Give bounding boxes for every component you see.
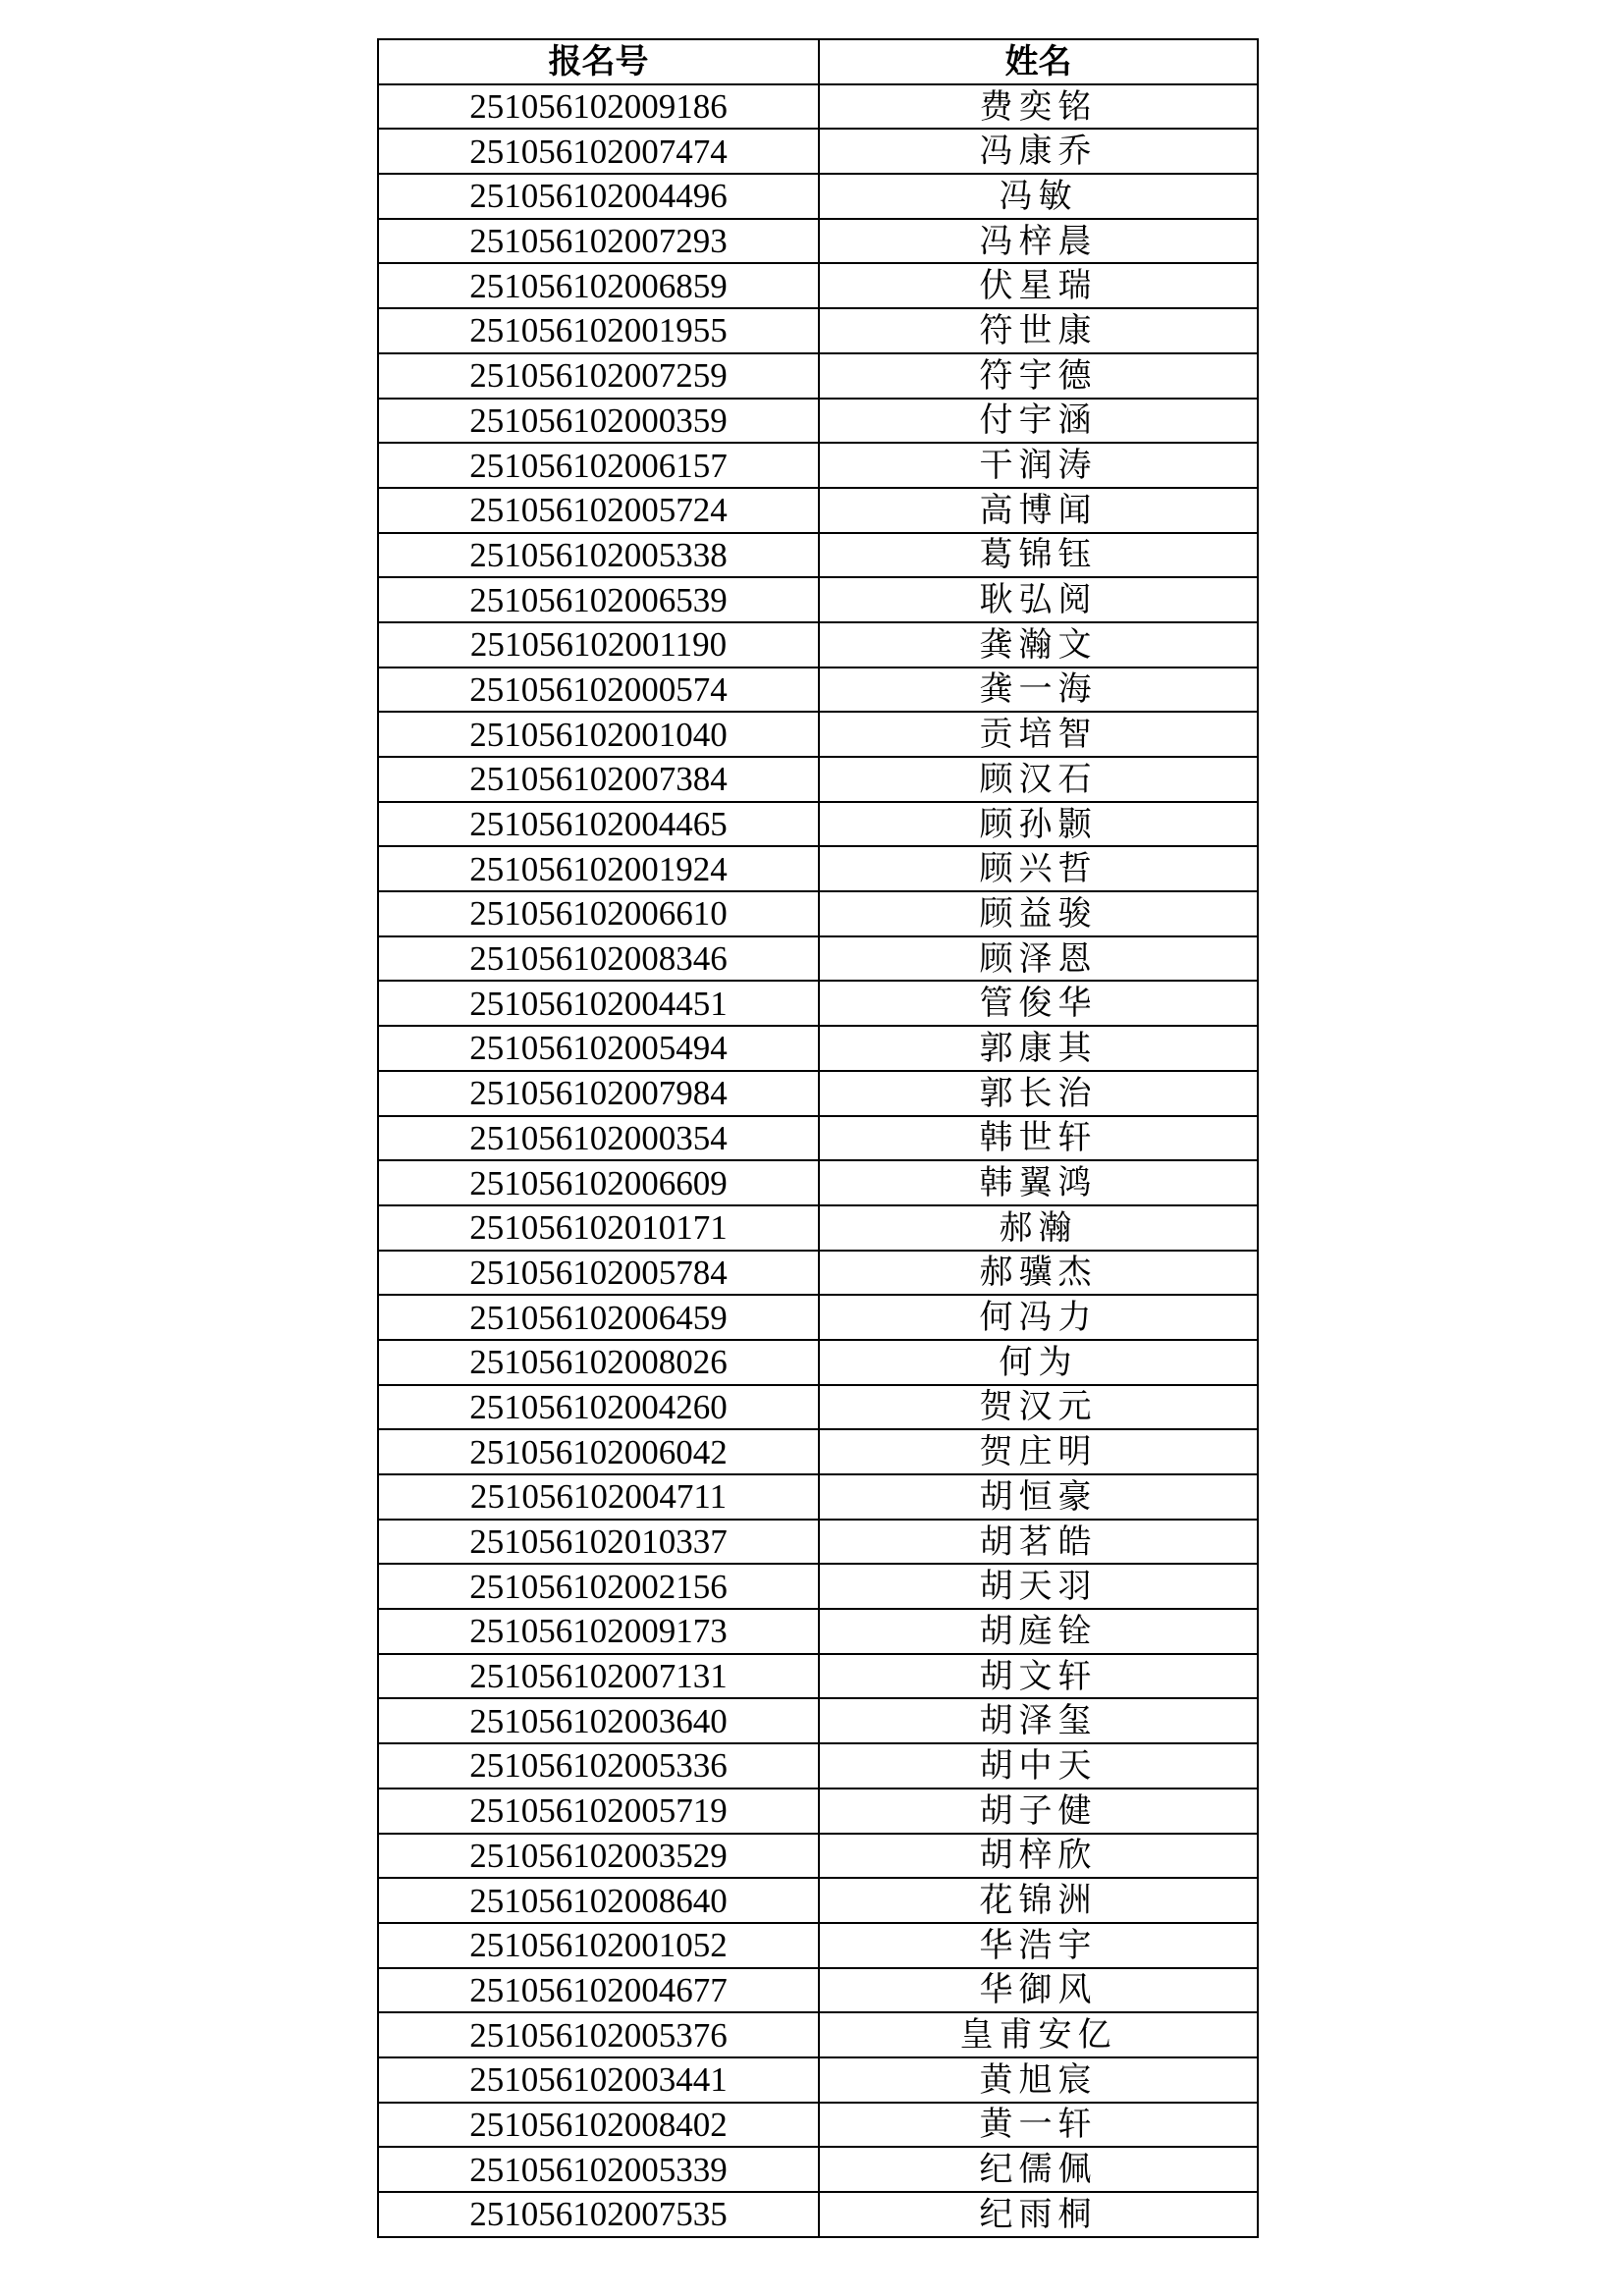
table-row (378, 1026, 1258, 1071)
table-row (378, 712, 1258, 757)
header-name: 姓名 (819, 39, 1258, 84)
name-cell: 管俊华 (819, 981, 1258, 1026)
name-cell: 何为 (819, 1340, 1258, 1385)
registration-number-cell: 251056102005724 (378, 488, 819, 533)
table-row (378, 757, 1258, 802)
name-cell: 胡天羽 (819, 1564, 1258, 1609)
table-row (378, 1564, 1258, 1609)
registration-number-cell: 251056102003529 (378, 1834, 819, 1879)
name-cell: 冯康乔 (819, 129, 1258, 174)
table-row (378, 1251, 1258, 1296)
registration-number-cell: 251056102007259 (378, 353, 819, 399)
registration-number-cell: 251056102007535 (378, 2192, 819, 2237)
registration-number-cell: 251056102007293 (378, 219, 819, 264)
table-row (378, 129, 1258, 174)
registration-table (377, 38, 1259, 2238)
name-cell: 黄一轩 (819, 2103, 1258, 2148)
table-row (378, 1474, 1258, 1520)
registration-number-cell: 251056102001924 (378, 846, 819, 891)
name-cell: 何冯力 (819, 1295, 1258, 1340)
registration-number-cell: 251056102000574 (378, 667, 819, 713)
registration-number-cell: 251056102005339 (378, 2147, 819, 2192)
name-cell: 胡茗皓 (819, 1520, 1258, 1565)
name-cell: 顾汉石 (819, 757, 1258, 802)
name-cell: 付宇涵 (819, 399, 1258, 444)
registration-number-cell: 251056102006609 (378, 1160, 819, 1205)
table-row (378, 219, 1258, 264)
table-row (378, 1340, 1258, 1385)
registration-number-cell: 251056102001052 (378, 1923, 819, 1968)
registration-number-cell: 251056102002156 (378, 1564, 819, 1609)
table-row (378, 891, 1258, 936)
table-row (378, 667, 1258, 713)
table-row (378, 263, 1258, 308)
name-cell: 韩翼鸿 (819, 1160, 1258, 1205)
name-cell: 胡中天 (819, 1743, 1258, 1789)
table-row (378, 936, 1258, 982)
table-row (378, 1116, 1258, 1161)
table-row (378, 1968, 1258, 2013)
name-cell: 贺汉元 (819, 1385, 1258, 1430)
registration-number-cell: 251056102003441 (378, 2057, 819, 2103)
name-cell: 郝瀚 (819, 1205, 1258, 1251)
table-row (378, 2192, 1258, 2237)
name-cell: 顾益骏 (819, 891, 1258, 936)
table-row (378, 1878, 1258, 1923)
name-cell: 葛锦钰 (819, 533, 1258, 578)
name-cell: 龚一海 (819, 667, 1258, 713)
registration-number-cell: 251056102009186 (378, 84, 819, 130)
table-row (378, 399, 1258, 444)
registration-number-cell: 251056102001955 (378, 308, 819, 353)
name-cell: 顾孙颢 (819, 802, 1258, 847)
registration-number-cell: 251056102001040 (378, 712, 819, 757)
table-row (378, 846, 1258, 891)
table-row (378, 174, 1258, 219)
table-row (378, 1609, 1258, 1654)
name-cell: 胡梓欣 (819, 1834, 1258, 1879)
registration-number-cell: 251056102001190 (378, 622, 819, 667)
name-cell: 符世康 (819, 308, 1258, 353)
name-cell: 皇甫安亿 (819, 2012, 1258, 2057)
name-cell: 华浩宇 (819, 1923, 1258, 1968)
table-row (378, 2103, 1258, 2148)
table-row (378, 1071, 1258, 1116)
name-cell: 干润涛 (819, 443, 1258, 488)
name-cell: 费奕铭 (819, 84, 1258, 130)
registration-number-cell: 251056102005338 (378, 533, 819, 578)
name-cell: 郝骥杰 (819, 1251, 1258, 1296)
name-cell: 伏星瑞 (819, 263, 1258, 308)
table-row (378, 2147, 1258, 2192)
table-row (378, 2057, 1258, 2103)
table-row (378, 443, 1258, 488)
table-row (378, 533, 1258, 578)
registration-number-cell: 251056102007474 (378, 129, 819, 174)
name-cell: 冯敏 (819, 174, 1258, 219)
table-row (378, 1923, 1258, 1968)
name-cell: 胡文轩 (819, 1654, 1258, 1699)
table-row (378, 981, 1258, 1026)
name-cell: 龚瀚文 (819, 622, 1258, 667)
header-registration-number: 报名号 (378, 39, 819, 84)
registration-number-cell: 251056102006859 (378, 263, 819, 308)
name-cell: 郭长治 (819, 1071, 1258, 1116)
table-row (378, 488, 1258, 533)
table-row (378, 1295, 1258, 1340)
name-cell: 华御风 (819, 1968, 1258, 2013)
table-body (378, 84, 1258, 2237)
registration-number-cell: 251056102008026 (378, 1340, 819, 1385)
name-cell: 花锦洲 (819, 1878, 1258, 1923)
name-cell: 郭康其 (819, 1026, 1258, 1071)
table-row (378, 2012, 1258, 2057)
name-cell: 胡泽玺 (819, 1698, 1258, 1743)
registration-number-cell: 251056102004496 (378, 174, 819, 219)
table-row (378, 802, 1258, 847)
name-cell: 黄旭宸 (819, 2057, 1258, 2103)
registration-number-cell: 251056102004451 (378, 981, 819, 1026)
registration-number-cell: 251056102006539 (378, 577, 819, 622)
table-row (378, 1160, 1258, 1205)
table-row (378, 622, 1258, 667)
registration-number-cell: 251056102004465 (378, 802, 819, 847)
registration-number-cell: 251056102006157 (378, 443, 819, 488)
registration-number-cell: 251056102006610 (378, 891, 819, 936)
table-row (378, 1789, 1258, 1834)
name-cell: 胡子健 (819, 1789, 1258, 1834)
registration-number-cell: 251056102005376 (378, 2012, 819, 2057)
registration-number-cell: 251056102007384 (378, 757, 819, 802)
name-cell: 高博闻 (819, 488, 1258, 533)
table-row (378, 1205, 1258, 1251)
registration-number-cell: 251056102006459 (378, 1295, 819, 1340)
name-cell: 顾兴哲 (819, 846, 1258, 891)
registration-number-cell: 251056102004677 (378, 1968, 819, 2013)
name-cell: 符宇德 (819, 353, 1258, 399)
table-row (378, 1834, 1258, 1879)
name-cell: 胡庭铨 (819, 1609, 1258, 1654)
registration-number-cell: 251056102010337 (378, 1520, 819, 1565)
table-row (378, 577, 1258, 622)
name-cell: 纪雨桐 (819, 2192, 1258, 2237)
registration-number-cell: 251056102007984 (378, 1071, 819, 1116)
table-header-row (378, 39, 1258, 84)
name-cell: 贺庄明 (819, 1429, 1258, 1474)
name-cell: 顾泽恩 (819, 936, 1258, 982)
registration-number-cell: 251056102007131 (378, 1654, 819, 1699)
name-cell: 冯梓晨 (819, 219, 1258, 264)
name-cell: 纪儒佩 (819, 2147, 1258, 2192)
table-row (378, 1654, 1258, 1699)
registration-number-cell: 251056102004711 (378, 1474, 819, 1520)
name-cell: 耿弘阅 (819, 577, 1258, 622)
registration-number-cell: 251056102005719 (378, 1789, 819, 1834)
table-row (378, 353, 1258, 399)
registration-number-cell: 251056102009173 (378, 1609, 819, 1654)
registration-number-cell: 251056102008402 (378, 2103, 819, 2148)
registration-number-cell: 251056102004260 (378, 1385, 819, 1430)
registration-number-cell: 251056102008346 (378, 936, 819, 982)
table-row (378, 1698, 1258, 1743)
registration-number-cell: 251056102003640 (378, 1698, 819, 1743)
registration-number-cell: 251056102005784 (378, 1251, 819, 1296)
registration-number-cell: 251056102005336 (378, 1743, 819, 1789)
table-row (378, 1385, 1258, 1430)
name-cell: 胡恒豪 (819, 1474, 1258, 1520)
registration-number-cell: 251056102005494 (378, 1026, 819, 1071)
table-row (378, 308, 1258, 353)
table-row (378, 1429, 1258, 1474)
table-row (378, 1520, 1258, 1565)
registration-number-cell: 251056102000354 (378, 1116, 819, 1161)
registration-number-cell: 251056102000359 (378, 399, 819, 444)
name-cell: 贡培智 (819, 712, 1258, 757)
name-cell: 韩世轩 (819, 1116, 1258, 1161)
table-row (378, 84, 1258, 130)
table-row (378, 1743, 1258, 1789)
registration-number-cell: 251056102008640 (378, 1878, 819, 1923)
registration-number-cell: 251056102010171 (378, 1205, 819, 1251)
registration-number-cell: 251056102006042 (378, 1429, 819, 1474)
